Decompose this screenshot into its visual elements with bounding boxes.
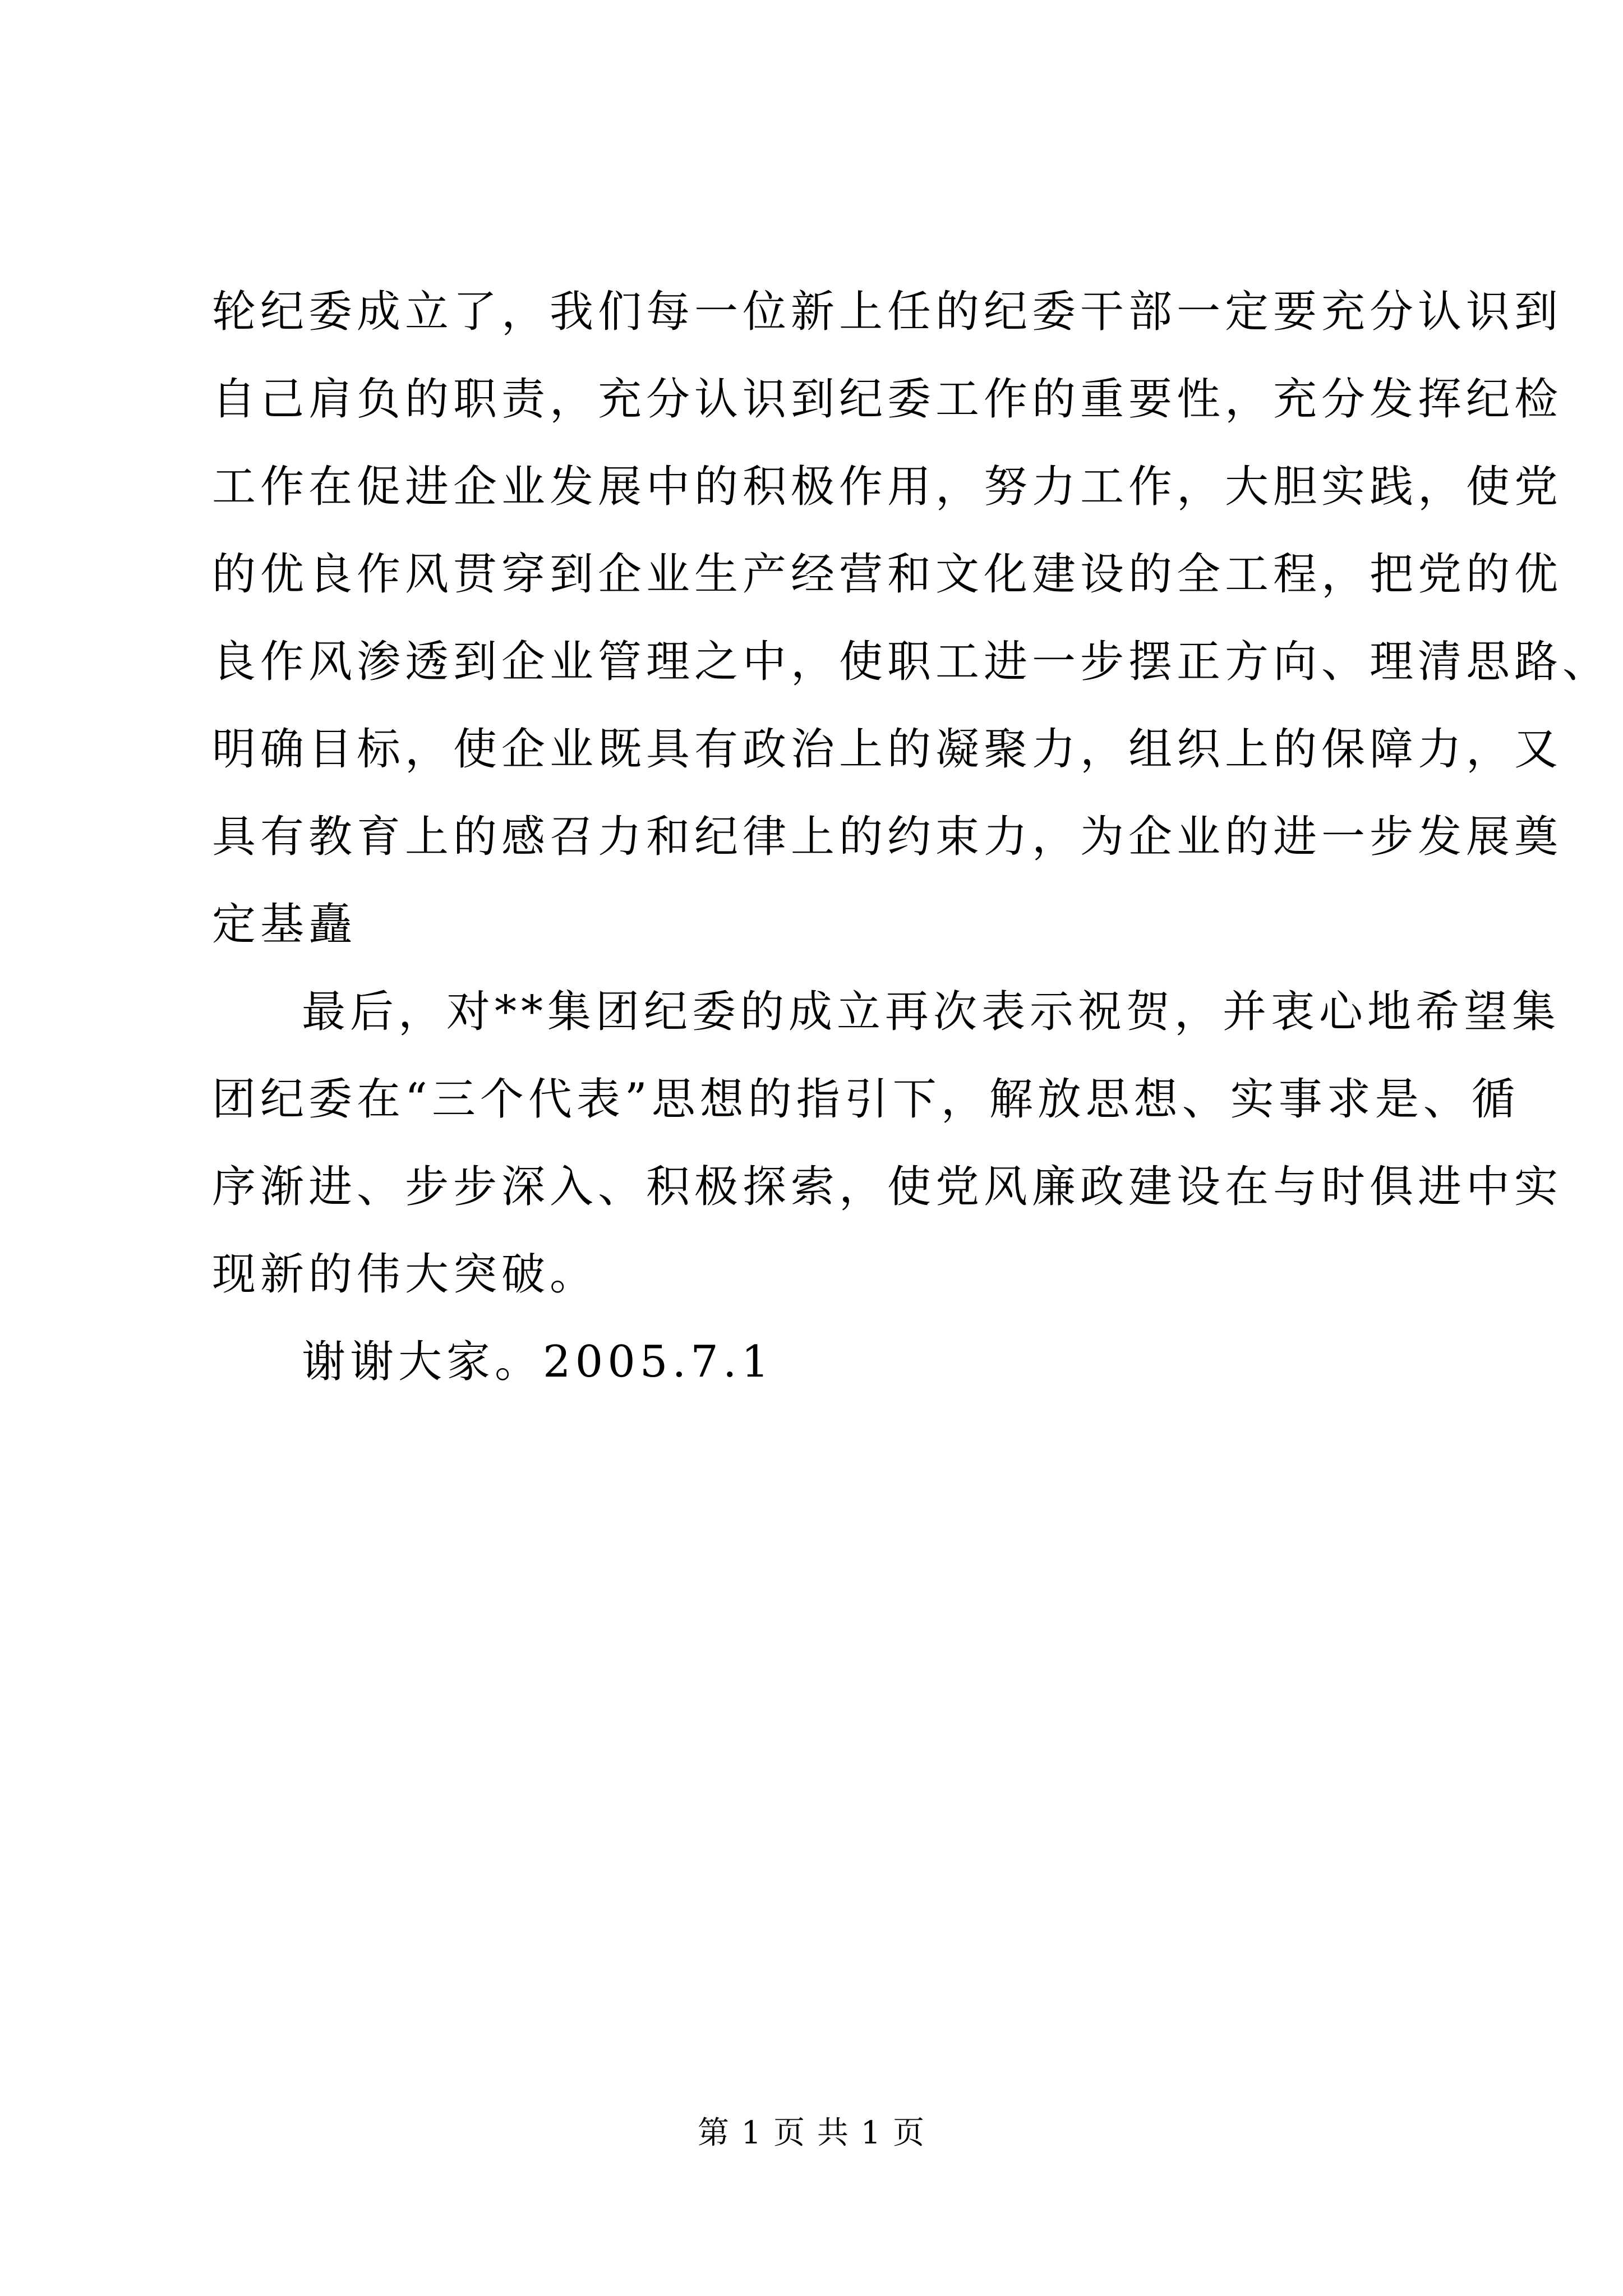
paragraph-line: 现新的伟大突破。 [212,1249,598,1300]
document-body [212,268,1611,1406]
paragraph-line: 谢谢大家。2005.7.1 [302,1337,774,1387]
paragraph-line: 轮纪委成立了，我们每一位新上任的纪委干部一定要充分认识到 [212,287,1563,337]
paragraph-line: 序渐进、步步深入、积极探索，使党风廉政建设在与时俱进中实 [212,1162,1563,1212]
paragraph-line: 工作在促进企业发展中的积极作用，努力工作，大胆实践，使党 [212,462,1563,512]
paragraph-line: 具有教育上的感召力和纪律上的约束力，为企业的进一步发展奠 [212,812,1563,862]
paragraph-line: 明确目标，使企业既具有政治上的凝聚力，组织上的保障力，又 [212,724,1563,775]
paragraph-line: 定基矗 [212,899,357,950]
paragraph-line: 良作风渗透到企业管理之中，使职工进一步摆正方向、理清思路、 [212,637,1611,687]
paragraph-line: 自己肩负的职责，充分认识到纪委工作的重要性，充分发挥纪检 [212,374,1563,425]
paragraph-line: 团纪委在“三个代表”思想的指引下，解放思想、实事求是、循 [212,1074,1520,1125]
page-footer [0,2114,1623,2153]
paragraph-line: 最后，对**集团纪委的成立再次表示祝贺，并衷心地希望集 [302,987,1561,1037]
paragraph-line: 的优良作风贯穿到企业生产经营和文化建设的全工程，把党的优 [212,549,1563,600]
paragraph-1 [212,268,1611,968]
paragraph-2 [212,968,1563,1318]
paragraph-3 [212,1318,1424,1406]
page-number-label: 第 1 页 共 1 页 [697,2115,926,2151]
